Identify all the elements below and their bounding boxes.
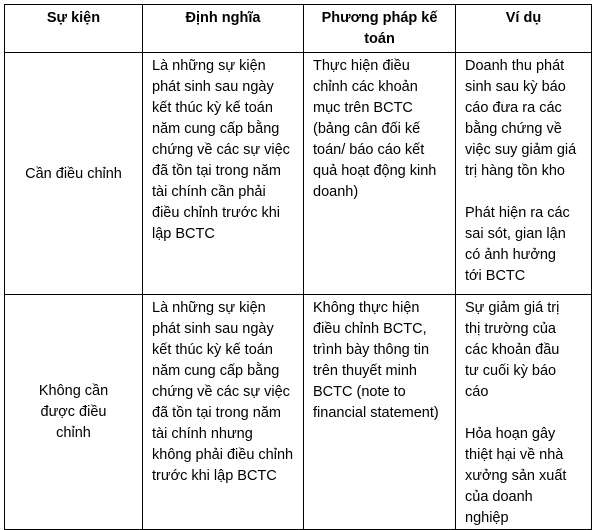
- text-line: điều chỉnh BCTC,: [313, 321, 427, 337]
- text-line: tư cuối kỳ báo: [465, 363, 557, 379]
- text-line: Phát hiện ra các: [465, 205, 570, 221]
- header-example: Ví dụ: [456, 5, 592, 53]
- paragraph-gap: [465, 182, 585, 203]
- text-line: quả hoạt động kinh: [313, 163, 437, 179]
- text-line: trình bày thông tin: [313, 342, 430, 358]
- text-line: thị trường của: [465, 321, 556, 337]
- text-line: Doanh thu phát: [465, 58, 565, 74]
- text-line: việc suy giảm giá: [465, 142, 577, 158]
- definition-cell: [143, 295, 304, 530]
- text-line: sinh sau kỳ báo: [465, 79, 566, 95]
- text-line: trị hàng tồn kho: [465, 163, 565, 179]
- text-line: các khoản đầu: [465, 342, 560, 358]
- events-table: [4, 4, 592, 530]
- table-row: [5, 295, 592, 530]
- event-line: chỉnh: [56, 425, 91, 441]
- text-line: đã tồn tại trong năm: [152, 405, 281, 421]
- text-line: bằng chứng về: [465, 121, 562, 137]
- paragraph-gap: [465, 403, 585, 424]
- definition-cell: [143, 53, 304, 295]
- text-line: Là những sự kiện: [152, 300, 266, 316]
- text-line: cáo đưa ra các: [465, 100, 562, 116]
- text-line: phát sinh sau ngày: [152, 321, 274, 337]
- text-line: chỉnh các khoản: [313, 79, 418, 95]
- event-line: được điều: [40, 404, 107, 420]
- text-line: đã tồn tại trong năm: [152, 163, 281, 179]
- event-line: Không cần: [38, 383, 109, 399]
- text-line: Sự giảm giá trị: [465, 300, 560, 316]
- text-line: của doanh: [465, 489, 533, 505]
- method-cell: [304, 53, 456, 295]
- text-line: năm cung cấp bằng: [152, 121, 280, 137]
- text-line: năm cung cấp bằng: [152, 363, 280, 379]
- text-line: tài chính cần phải: [152, 184, 266, 200]
- method-cell: [304, 295, 456, 530]
- text-line: tới BCTC: [465, 268, 526, 284]
- event-cell: [5, 53, 143, 295]
- text-line: xưởng sản xuất: [465, 468, 567, 484]
- text-line: Hỏa hoạn gây: [465, 426, 556, 442]
- text-line: chứng về các sự việc: [152, 142, 290, 158]
- header-definition: Định nghĩa: [143, 5, 304, 53]
- text-line: doanh): [313, 184, 359, 200]
- text-line: tài chính nhưng: [152, 426, 253, 442]
- text-line: sai sót, gian lận: [465, 226, 566, 242]
- text-line: mục trên BCTC: [313, 100, 413, 116]
- text-line: phát sinh sau ngày: [152, 79, 274, 95]
- example-cell: [456, 295, 592, 530]
- example-cell: [456, 53, 592, 295]
- text-line: lập BCTC: [152, 226, 215, 242]
- text-line: Là những sự kiện: [152, 58, 266, 74]
- text-line: kết thúc kỳ kế toán: [152, 100, 273, 116]
- header-row: [5, 5, 592, 53]
- text-line: trên thuyết minh: [313, 363, 417, 379]
- text-line: trước khi lập BCTC: [152, 468, 277, 484]
- text-line: thiệt hại về nhà: [465, 447, 564, 463]
- text-line: toán/ báo cáo kết: [313, 142, 425, 158]
- header-event: Sự kiện: [5, 5, 143, 53]
- text-line: financial statement): [313, 405, 439, 421]
- text-line: điều chỉnh trước khi: [152, 205, 281, 221]
- text-line: có ảnh hưởng: [465, 247, 556, 263]
- table-row: [5, 53, 592, 295]
- text-line: cáo: [465, 384, 489, 400]
- text-line: chứng về các sự việc: [152, 384, 290, 400]
- text-line: không phải điều chỉnh: [152, 447, 294, 463]
- text-line: BCTC (note to: [313, 384, 406, 400]
- text-line: Thực hiện điều: [313, 58, 410, 74]
- header-accounting-method: Phương pháp kế toán: [304, 5, 456, 53]
- text-line: Không thực hiện: [313, 300, 420, 316]
- text-line: (bảng cân đối kế: [313, 121, 421, 137]
- text-line: nghiệp: [465, 510, 509, 526]
- event-cell: [5, 295, 143, 530]
- event-line: Cần điều chỉnh: [25, 165, 122, 182]
- text-line: kết thúc kỳ kế toán: [152, 342, 273, 358]
